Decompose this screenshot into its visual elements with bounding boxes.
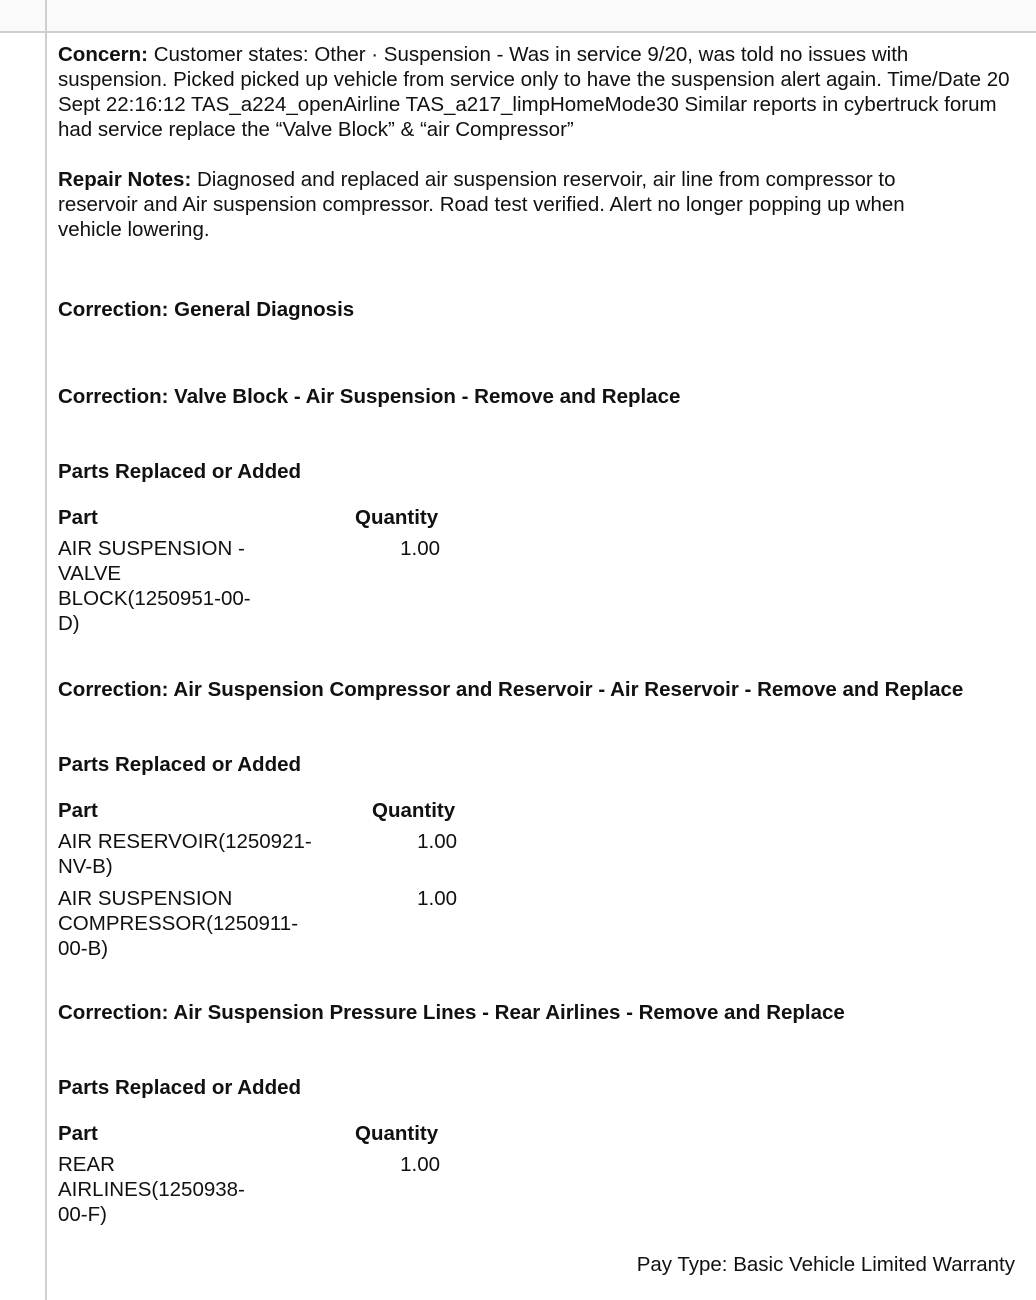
repair-order-details [58,42,1018,1234]
table-row [58,536,440,643]
repair-notes-text: Diagnosed and replaced air suspension reservoir, air line from compressor to reservoir and Air suspension compressor. Road test verified. Alert no longer popping up when vehicle lowering. [58,168,905,241]
concern-label: Concern: [58,43,148,66]
part-quantity: 1.00 [417,830,457,853]
correction-title: Correction: General Diagnosis [58,298,355,321]
left-border [45,0,47,1300]
table-row [58,886,457,968]
parts-table [58,505,440,643]
part-name: AIR SUSPENSION COMPRESSOR(1250911-00-B) [58,887,299,960]
concern-paragraph [58,42,1018,142]
parts-table-header [58,798,457,829]
correction-title: Correction: Valve Block - Air Suspension - Remove and Replace [58,385,681,408]
correction-title: Correction: Air Suspension Pressure Lines - Rear Airlines - Remove and Replace [58,1001,845,1024]
part-quantity: 1.00 [400,1153,440,1176]
part-quantity: 1.00 [400,537,440,560]
part-column-header: Part [58,1122,98,1145]
parts-table-header [58,1121,440,1152]
parts-heading: Parts Replaced or Added [58,460,302,483]
part-name: REAR AIRLINES(1250938-00-F) [58,1153,245,1226]
parts-heading: Parts Replaced or Added [58,1076,302,1099]
part-column-header: Part [58,506,98,529]
quantity-column-header: Quantity [355,1122,439,1145]
part-name: AIR SUSPENSION - VALVE BLOCK(1250951-00-D) [58,537,251,635]
part-name: AIR RESERVOIR(1250921-NV-B) [58,830,312,878]
parts-heading: Parts Replaced or Added [58,753,302,776]
previous-section-band [0,0,1036,31]
top-divider [0,31,1036,33]
quantity-column-header: Quantity [355,506,439,529]
part-quantity: 1.00 [417,887,457,910]
table-row [58,829,457,886]
parts-table [58,798,457,968]
quantity-column-header: Quantity [372,799,456,822]
concern-text: Customer states: Other · Suspension - Was in service 9/20, was told no issues with suspension. Picked picked up vehicle from service only to have the suspension alert again. Time/Date 20 Sept 22:16:12 TAS_a224_openAirline TAS_a217_limpHomeMode30 Similar reports in cybertruck forum had service replace the “Valve Block” & “air Compressor” [58,43,1010,141]
part-column-header: Part [58,799,98,822]
parts-table [58,1121,440,1234]
parts-table-header [58,505,440,536]
table-row [58,1152,440,1234]
pay-type: Pay Type: Basic Vehicle Limited Warranty [636,1253,1015,1276]
correction-title: Correction: Air Suspension Compressor and Reservoir - Air Reservoir - Remove and Replace [58,678,964,701]
repair-notes-paragraph [58,167,973,242]
repair-notes-label: Repair Notes: [58,168,192,191]
